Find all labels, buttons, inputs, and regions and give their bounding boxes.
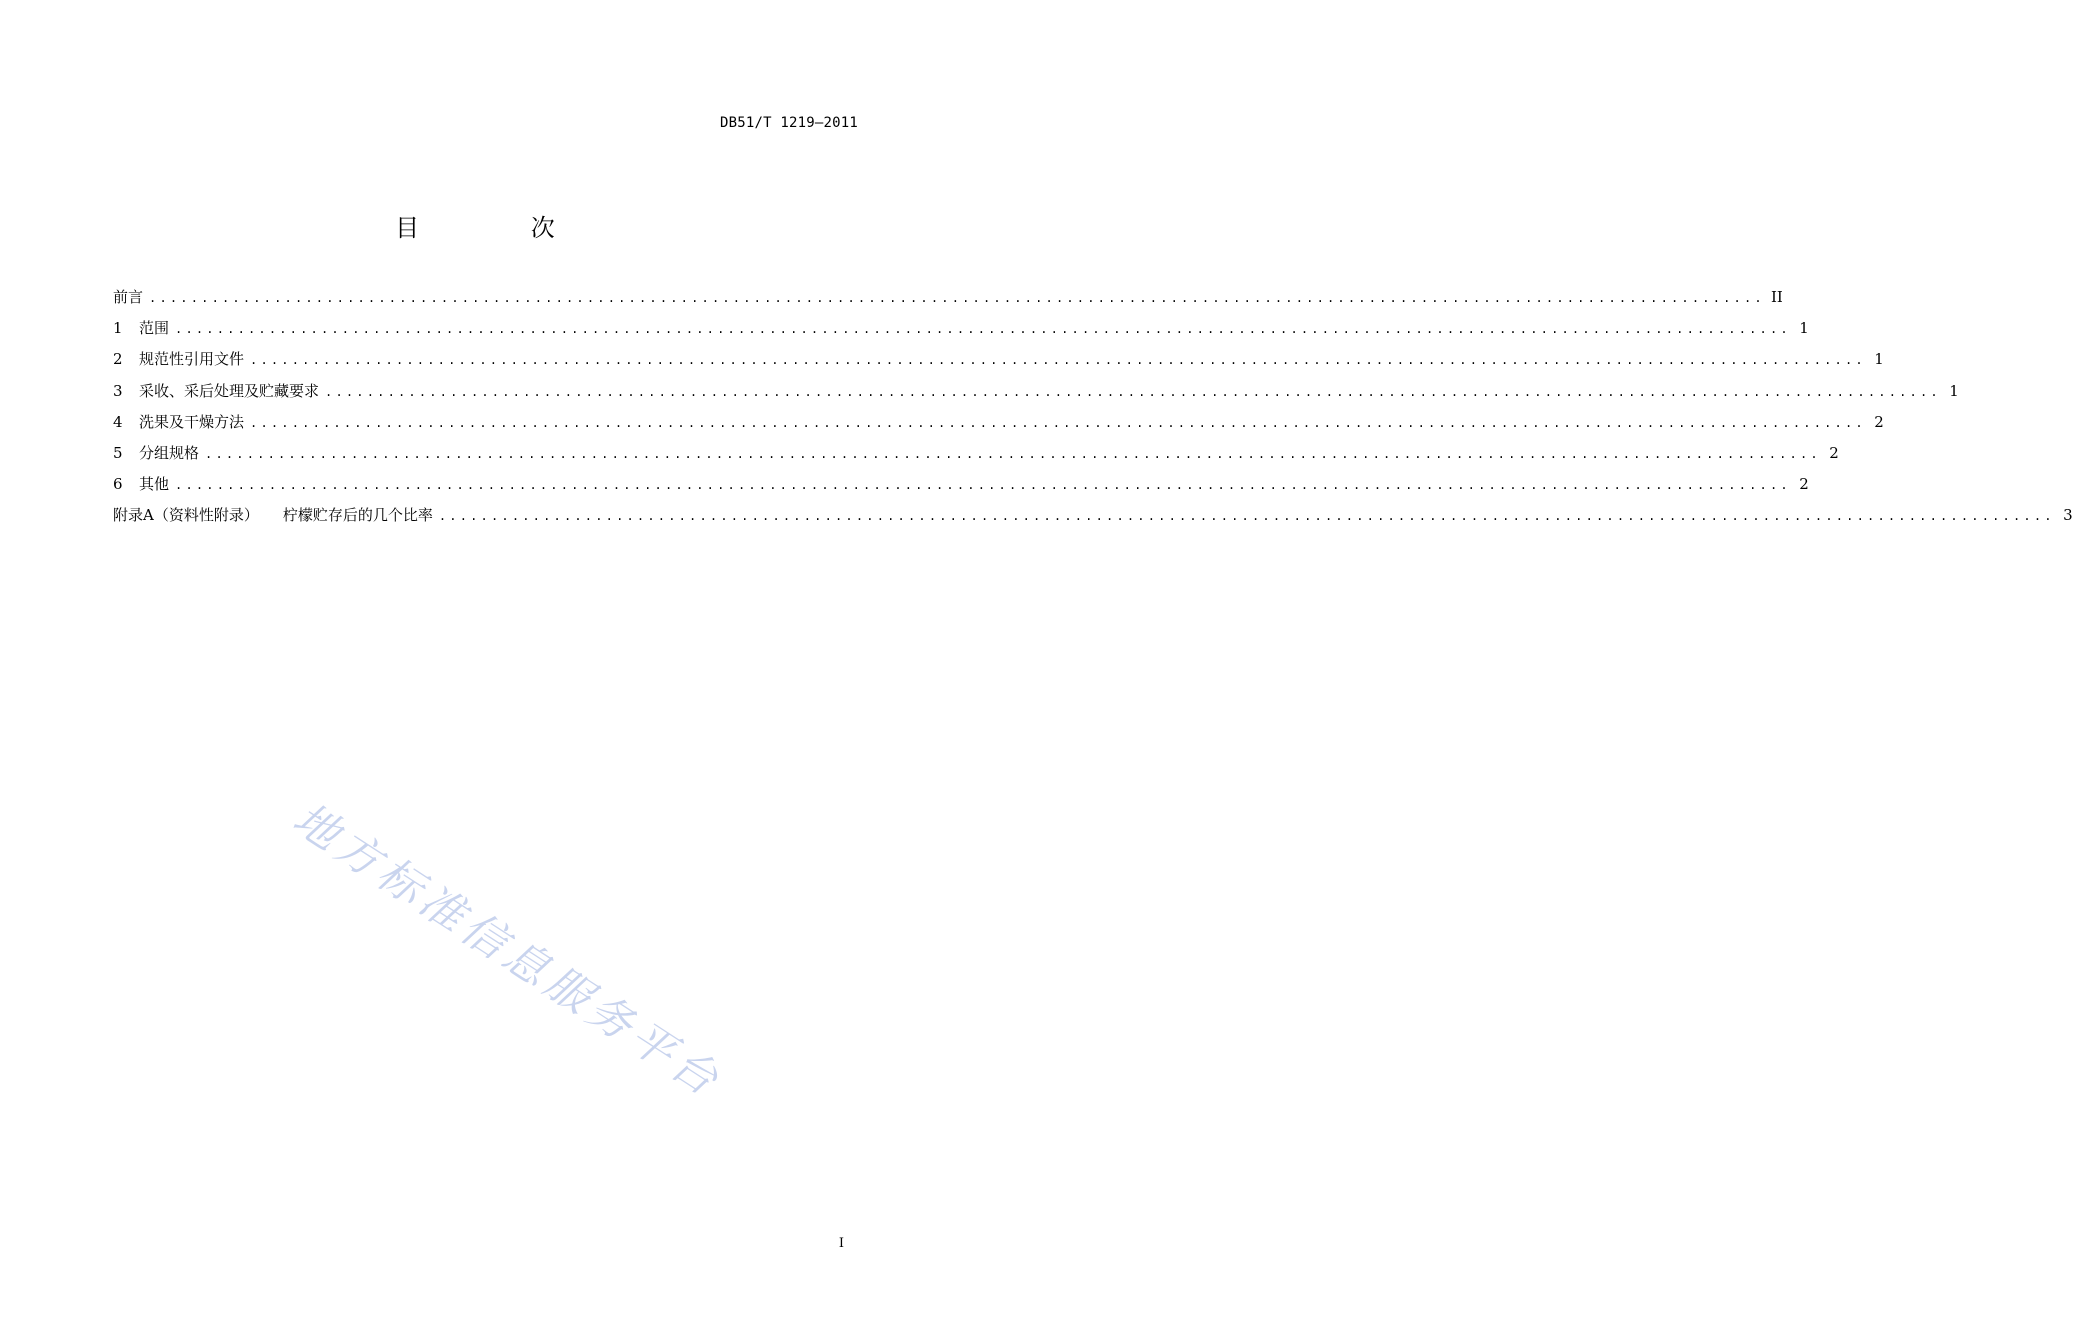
toc-entry-label [113, 504, 433, 525]
toc-entry-appendix-a[interactable] [113, 504, 2073, 535]
toc-leader-dots: ........................................................................................................................................................... [250, 415, 1866, 430]
toc-entry-page: 2 [1829, 443, 1839, 462]
toc-entry-other[interactable] [113, 473, 1809, 504]
toc-entry-washing-drying[interactable] [113, 411, 1884, 442]
toc-entry-number: 6 [113, 475, 123, 494]
toc-entry-harvest-storage[interactable] [113, 380, 1959, 411]
appendix-title: 柠檬贮存后的几个比率 [282, 506, 433, 525]
watermark: 地方标准信息服务平台 [283, 793, 732, 1109]
toc-entry-normative-references[interactable] [113, 348, 1884, 379]
toc-entry-number: 4 [113, 412, 123, 431]
toc-entry-label: 前言 [113, 288, 144, 306]
page-number: I [838, 1236, 844, 1251]
toc-leader-dots: ........................................................................................................................................................... [149, 291, 1765, 305]
toc-entry-number: 5 [113, 443, 123, 462]
toc-entry-foreword[interactable] [113, 286, 1783, 317]
toc-entry-page: 1 [1874, 350, 1884, 369]
toc-entry-page: 3 [2063, 506, 2073, 525]
toc-entry-number: 1 [113, 319, 123, 338]
toc-leader-dots: ........................................................................................................................................................... [250, 353, 1866, 368]
page-title: 目 次 [395, 214, 607, 242]
toc-entry-label: 其他 [139, 475, 170, 494]
toc-entry-page: 2 [1799, 475, 1809, 494]
appendix-designation: 附录A（资料性附录） [113, 506, 259, 525]
toc-leader-dots: ........................................................................................................................................................... [175, 322, 1791, 337]
toc-entry-page: 1 [1799, 319, 1809, 338]
toc-entry-page: II [1770, 288, 1783, 306]
toc-leader-dots: ........................................................................................................................................................... [175, 478, 1791, 493]
toc-entry-page: 1 [1949, 381, 1959, 400]
toc-entry-number: 3 [113, 381, 123, 400]
toc-entry-label: 采收、采后处理及贮藏要求 [139, 381, 320, 400]
toc-entry-number: 2 [113, 350, 123, 369]
toc-entry-label: 洗果及干燥方法 [139, 412, 245, 431]
toc-entry-label: 规范性引用文件 [139, 350, 245, 369]
toc-entry-page: 2 [1874, 412, 1884, 431]
document-code: DB51/T 1219—2011 [719, 115, 858, 131]
toc-entry-label: 范围 [139, 319, 170, 338]
toc-leader-dots: ........................................................................................................................................................... [205, 446, 1821, 461]
toc-entry-grading[interactable] [113, 442, 1839, 473]
table-of-contents [113, 286, 2073, 536]
toc-leader-dots: ........................................................................................................................................................... [438, 509, 2055, 524]
toc-entry-scope[interactable] [113, 317, 1809, 348]
toc-entry-label: 分组规格 [139, 443, 200, 462]
toc-leader-dots: ........................................................................................................................................................... [325, 384, 1941, 399]
